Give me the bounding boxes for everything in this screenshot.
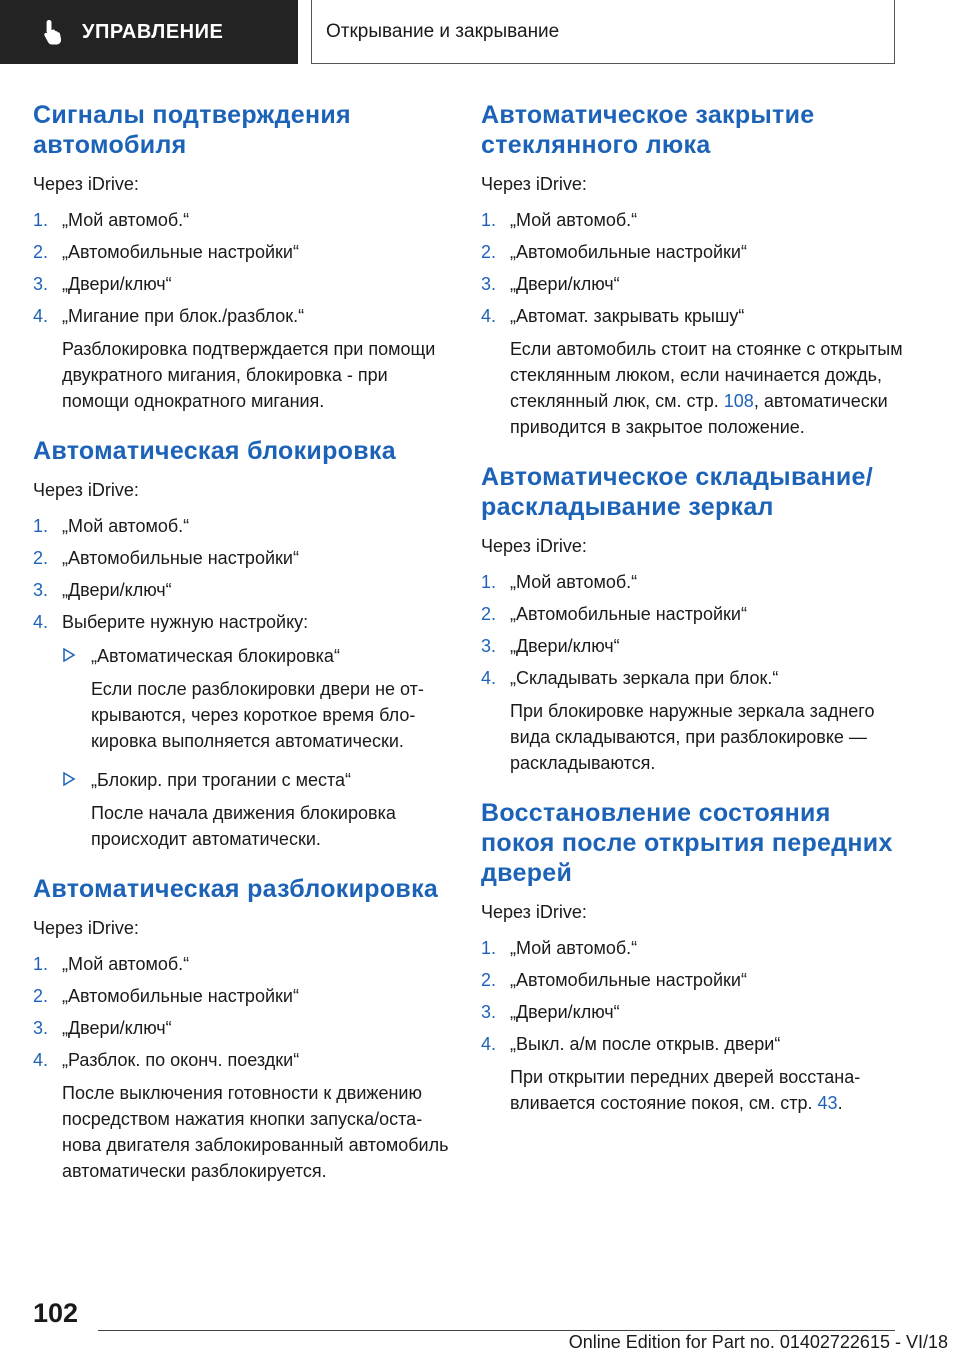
section-title: Восстановление состояния покоя после открытия передних дверей (481, 799, 893, 887)
step-text: „Двери/ключ“ (62, 580, 172, 600)
list-item (33, 952, 453, 976)
note-text: , автоматически приводится в закрытое положение. (510, 391, 888, 437)
step-number: 4. (33, 306, 49, 326)
list-item (33, 546, 453, 570)
option-note: После начала движения блокировка происходит автоматически. (91, 803, 396, 849)
section-title: Автоматическая блокировка (33, 437, 396, 465)
step-number: 3. (33, 1018, 49, 1038)
step-text: „Мой автомоб.“ (62, 516, 190, 536)
list-item (481, 1032, 906, 1116)
step-text: „Двери/ключ“ (510, 636, 620, 656)
step-text: „Мой автомоб.“ (62, 210, 190, 230)
list-item (481, 304, 906, 440)
sub-list-item (62, 644, 453, 754)
option-note: Если после разблокировки двери не открываются, через короткое время блокировка выполняется автоматически. (91, 679, 424, 751)
footer-divider (98, 1330, 895, 1331)
section-lead: Через iDrive: (481, 174, 587, 194)
list-item (33, 984, 453, 1008)
step-text: „Разблок. по оконч. поездки“ (62, 1050, 300, 1070)
section-lead: Через iDrive: (481, 902, 587, 922)
list-item (481, 240, 906, 264)
step-number: 3. (481, 274, 497, 294)
step-number: 2. (481, 242, 497, 262)
step-number: 2. (481, 970, 497, 990)
section-tab-label: УПРАВЛЕНИЕ (82, 20, 224, 43)
steps-list (481, 208, 906, 440)
step-note (510, 336, 906, 440)
step-number: 4. (33, 1050, 49, 1070)
section-tab-control[interactable] (0, 0, 298, 64)
list-item (481, 936, 906, 960)
note-text: . (837, 1093, 843, 1113)
section-standby-restore (481, 798, 906, 1116)
step-number: 2. (33, 548, 49, 568)
step-number: 4. (481, 306, 497, 326)
step-text: „Складывать зеркала при блок.“ (510, 668, 779, 688)
page-header (0, 0, 960, 66)
section-title: Автоматическое складывание/ раскладывание зеркал (481, 463, 874, 521)
triangle-bullet-icon (62, 772, 76, 786)
step-number: 3. (481, 1002, 497, 1022)
list-item (33, 272, 453, 296)
note-text: Если автомобиль стоит на стоянке с открытым стеклянным люком, если начинается дождь, стеклянный люк, см. стр. (510, 339, 903, 411)
section-title: Автоматическая разблокировка (33, 875, 439, 903)
section-lead: Через iDrive: (33, 918, 139, 938)
step-text: „Двери/ключ“ (510, 1002, 620, 1022)
list-item (33, 1048, 453, 1184)
right-column (481, 100, 906, 1138)
section-title: Автоматическое закрытие стеклянного люка (481, 101, 815, 159)
left-column (33, 100, 453, 1206)
step-note: После выключения готовности к движению посредством нажатия кнопки запуска/останова двигателя заблокированный автомобиль автоматически разблокируется. (62, 1083, 449, 1181)
triangle-bullet-icon (62, 648, 76, 662)
list-item (33, 208, 453, 232)
list-item (481, 570, 906, 594)
step-note: Разблокировка подтверждается при помощи двукратного мигания, блокировка - при помощи однократного мигания. (62, 339, 436, 411)
steps-list (481, 570, 906, 776)
page-link-108[interactable]: 108 (723, 391, 754, 411)
step-text: „Автомат. закрывать крышу“ (510, 306, 745, 326)
list-item (33, 578, 453, 602)
list-item (33, 514, 453, 538)
section-title: Сигналы подтверждения автомобиля (33, 101, 351, 159)
list-item (481, 634, 906, 658)
list-item (481, 602, 906, 626)
page-link-43[interactable]: 43 (817, 1093, 838, 1113)
step-text: „Мой автомоб.“ (510, 572, 638, 592)
steps-list (33, 208, 453, 414)
step-number: 4. (481, 1034, 497, 1054)
step-number: 1. (481, 210, 497, 230)
step-text: „Двери/ключ“ (62, 1018, 172, 1038)
section-confirmation-signals (33, 100, 453, 414)
section-mirror-folding (481, 462, 906, 776)
step-number: 1. (33, 954, 49, 974)
step-number: 1. (33, 210, 49, 230)
step-number: 3. (33, 274, 49, 294)
page-number: 102 (33, 1298, 79, 1328)
edition-note: Online Edition for Part no. 01402722615 - VI/18 (568, 1332, 948, 1352)
list-item (481, 1000, 906, 1024)
section-lead: Через iDrive: (33, 480, 139, 500)
step-text: „Двери/ключ“ (510, 274, 620, 294)
step-number: 4. (481, 668, 497, 688)
step-text: Выберите нужную настройку: (62, 612, 309, 632)
step-text: „Автомобильные настройки“ (510, 604, 747, 624)
section-glass-sunroof-closing (481, 100, 906, 440)
sub-options-list (62, 644, 453, 852)
step-number: 1. (481, 572, 497, 592)
list-item (481, 208, 906, 232)
list-item (33, 1016, 453, 1040)
step-number: 2. (481, 604, 497, 624)
step-number: 2. (33, 986, 49, 1006)
section-lead: Через iDrive: (33, 174, 139, 194)
steps-list (33, 514, 453, 852)
section-auto-locking (33, 436, 453, 852)
step-text: „Автомобильные настройки“ (62, 242, 299, 262)
option-text: „Блокир. при трогании с места“ (91, 770, 352, 790)
steps-list (481, 936, 906, 1116)
step-number: 3. (481, 636, 497, 656)
list-item (33, 610, 453, 852)
section-auto-unlocking (33, 874, 453, 1184)
step-number: 1. (33, 516, 49, 536)
step-number: 2. (33, 242, 49, 262)
chapter-tab-opening-closing[interactable] (311, 0, 895, 64)
step-number: 1. (481, 938, 497, 958)
steps-list (33, 952, 453, 1184)
step-text: „Мой автомоб.“ (62, 954, 190, 974)
step-note: При блокировке наружные зеркала заднего вида складываются, при разблокировке — раскладываются. (510, 701, 875, 773)
step-text: „Мой автомоб.“ (510, 938, 638, 958)
list-item (481, 272, 906, 296)
step-note (510, 1064, 906, 1116)
section-lead: Через iDrive: (481, 536, 587, 556)
list-item (33, 304, 453, 414)
list-item (481, 666, 906, 776)
hand-pointer-icon (38, 17, 68, 47)
step-text: „Мигание при блок./разблок.“ (62, 306, 305, 326)
step-text: „Автомобильные настройки“ (510, 242, 747, 262)
step-text: „Двери/ключ“ (62, 274, 172, 294)
option-text: „Автоматическая блокировка“ (91, 646, 340, 666)
sub-list-item (62, 768, 453, 852)
list-item (481, 968, 906, 992)
step-text: „Автомобильные настройки“ (62, 986, 299, 1006)
step-text: „Автомобильные настройки“ (510, 970, 747, 990)
step-number: 3. (33, 580, 49, 600)
chapter-tab-label: Открывание и закрывание (326, 20, 560, 42)
page-footer (0, 1290, 960, 1362)
list-item (33, 240, 453, 264)
step-text: „Выкл. а/м после открыв. двери“ (510, 1034, 781, 1054)
step-text: „Автомобильные настройки“ (62, 548, 299, 568)
note-text: При открытии передних дверей восстанавливается состояние покоя, см. стр. (510, 1067, 861, 1113)
step-number: 4. (33, 612, 49, 632)
step-text: „Мой автомоб.“ (510, 210, 638, 230)
